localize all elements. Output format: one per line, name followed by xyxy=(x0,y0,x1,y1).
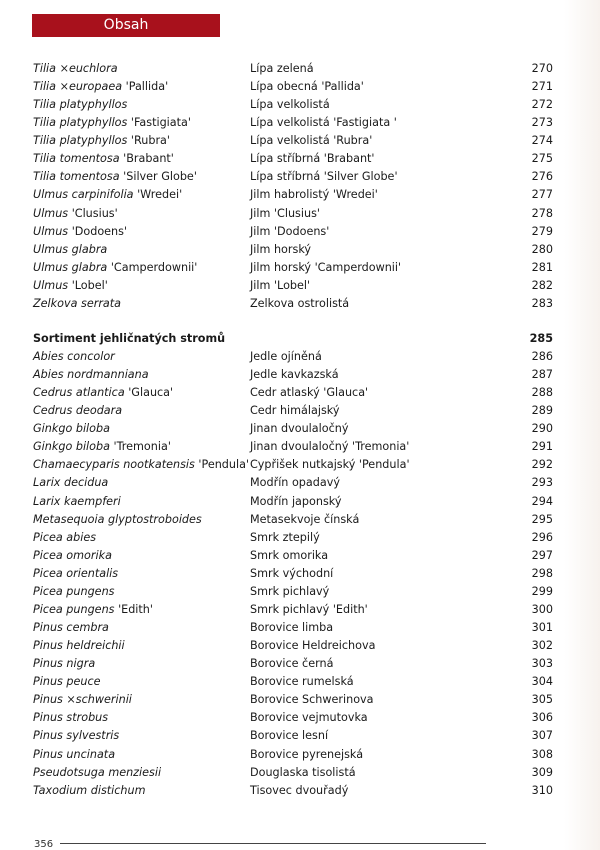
czech-name: Lípa velkolistá xyxy=(250,98,330,112)
cultivar-name: 'Brabant' xyxy=(123,152,174,166)
latin-name xyxy=(33,601,153,619)
latin-binomial: Tilia tomentosa xyxy=(33,152,120,166)
toc-entry xyxy=(0,150,600,168)
czech-name: Tisovec dvouřadý xyxy=(250,783,349,797)
toc-entry xyxy=(0,60,600,78)
page-ref: 304 xyxy=(531,675,553,689)
czech-name: Cypřišek nutkajský 'Pendula' xyxy=(250,458,410,472)
latin-name xyxy=(33,186,182,204)
czech-name: Smrk omorika xyxy=(250,548,329,562)
czech-name: Borovice vejmutovka xyxy=(250,711,368,725)
page-ref: 287 xyxy=(531,368,553,382)
czech-name: Jilm 'Clusius' xyxy=(250,206,320,220)
czech-name: Cedr atlaský 'Glauca' xyxy=(250,386,369,400)
cultivar-name: 'Glauca' xyxy=(128,386,174,400)
czech-name: Borovice pyrenejská xyxy=(250,747,364,761)
czech-name: Lípa stříbrná 'Silver Globe' xyxy=(250,170,398,184)
page-ref: 302 xyxy=(531,639,553,653)
page-ref: 271 xyxy=(531,80,553,94)
toc-entry xyxy=(0,601,600,619)
latin-name xyxy=(33,493,121,511)
latin-name xyxy=(33,60,118,78)
toc-entry xyxy=(0,637,600,655)
toc-entry xyxy=(0,438,600,456)
toc-entry xyxy=(0,241,600,259)
page-ref: 290 xyxy=(531,422,553,436)
cultivar-name: 'Clusius' xyxy=(71,206,118,220)
page-ref: 288 xyxy=(531,386,553,400)
toc-entry xyxy=(0,474,600,492)
toc-entry xyxy=(0,709,600,727)
page-ref: 310 xyxy=(531,783,553,797)
page-ref: 298 xyxy=(531,566,553,580)
toc-entry xyxy=(0,547,600,565)
cultivar-name: 'Pendula' xyxy=(198,458,250,472)
toc-entry xyxy=(0,655,600,673)
czech-name: Jinan dvoulaločný 'Tremonia' xyxy=(250,440,410,454)
czech-name: Borovice limba xyxy=(250,621,334,635)
toc-entry xyxy=(0,205,600,223)
contents-header: Obsah xyxy=(32,14,220,37)
latin-binomial: Tilia platyphyllos xyxy=(33,116,128,130)
cultivar-name: 'Rubra' xyxy=(130,134,170,148)
toc-entry xyxy=(0,402,600,420)
czech-name: Jilm 'Dodoens' xyxy=(250,224,330,238)
latin-name xyxy=(33,727,119,745)
latin-name xyxy=(33,782,146,800)
latin-binomial: Zelkova serrata xyxy=(33,296,122,310)
czech-name: Zelkova ostrolistá xyxy=(250,296,350,310)
toc-entry xyxy=(0,348,600,366)
toc-entry xyxy=(0,259,600,277)
toc-entry xyxy=(0,493,600,511)
toc-entry xyxy=(0,727,600,745)
latin-binomial: Metasequoia glyptostroboides xyxy=(33,512,202,526)
latin-name xyxy=(33,746,115,764)
latin-name xyxy=(33,114,191,132)
latin-binomial: Tilia ×europaea xyxy=(33,80,123,94)
latin-name xyxy=(33,691,132,709)
czech-name: Smrk ztepilý xyxy=(250,530,320,544)
latin-name xyxy=(33,547,112,565)
page-ref: 297 xyxy=(531,548,553,562)
czech-name: Borovice Heldreichova xyxy=(250,639,376,653)
latin-binomial: Ulmus xyxy=(33,206,69,220)
page-ref: 279 xyxy=(531,224,553,238)
page-ref: 296 xyxy=(531,530,553,544)
page-ref: 300 xyxy=(531,602,553,616)
latin-name xyxy=(33,277,108,295)
toc-entry xyxy=(0,673,600,691)
page-ref: 306 xyxy=(531,711,553,725)
czech-name: Borovice rumelská xyxy=(250,675,354,689)
latin-binomial: Ulmus glabra xyxy=(33,242,108,256)
page-ref: 275 xyxy=(531,152,553,166)
czech-name: Jilm horský xyxy=(250,242,312,256)
page-ref: 276 xyxy=(531,170,553,184)
latin-name xyxy=(33,384,173,402)
page-ref: 270 xyxy=(531,62,553,75)
latin-name xyxy=(33,96,127,114)
czech-name: Lípa obecná 'Pallida' xyxy=(250,80,364,94)
latin-binomial: Tilia platyphyllos xyxy=(33,98,128,112)
section-title: Sortiment jehličnatých stromů xyxy=(33,332,226,345)
latin-name xyxy=(33,655,95,673)
footer-rule xyxy=(60,843,486,844)
page-ref: 293 xyxy=(531,476,553,490)
section-heading-row xyxy=(0,330,600,348)
czech-name: Jilm horský 'Camperdownii' xyxy=(250,260,402,274)
page-ref: 285 xyxy=(529,332,553,345)
latin-binomial: Picea omorika xyxy=(33,548,112,562)
latin-name xyxy=(33,673,101,691)
toc-entry xyxy=(0,764,600,782)
cultivar-name: 'Camperdownii' xyxy=(110,260,198,274)
latin-binomial: Picea pungens xyxy=(33,584,115,598)
latin-binomial: Ginkgo biloba xyxy=(33,422,110,436)
latin-binomial: Picea abies xyxy=(33,530,97,544)
latin-binomial: Larix kaempferi xyxy=(33,494,121,508)
latin-binomial: Ulmus xyxy=(33,224,69,238)
czech-name: Borovice lesní xyxy=(250,729,329,743)
czech-name: Jilm habrolistý 'Wredei' xyxy=(250,188,378,202)
page-ref: 308 xyxy=(531,747,553,761)
toc-entry xyxy=(0,384,600,402)
latin-name xyxy=(33,438,171,456)
czech-name: Smrk pichlavý xyxy=(250,584,330,598)
page-ref: 299 xyxy=(531,584,553,598)
latin-binomial: Pinus uncinata xyxy=(33,747,116,761)
latin-binomial: Ginkgo biloba xyxy=(33,440,110,454)
czech-name: Lípa zelená xyxy=(250,62,314,75)
latin-binomial: Pinus peuce xyxy=(33,675,101,689)
toc-entry xyxy=(0,691,600,709)
page-ref: 274 xyxy=(531,134,553,148)
latin-name xyxy=(33,223,127,241)
czech-name: Jilm 'Lobel' xyxy=(250,278,311,292)
page-ref: 309 xyxy=(531,765,553,779)
latin-binomial: Pinus ×schwerinii xyxy=(33,693,132,707)
latin-name xyxy=(33,709,108,727)
latin-binomial: Ulmus carpinifolia xyxy=(33,188,134,202)
cultivar-name: 'Tremonia' xyxy=(113,440,171,454)
czech-name: Jedle kavkazská xyxy=(250,368,339,382)
latin-name xyxy=(33,241,107,259)
czech-name: Lípa velkolistá 'Rubra' xyxy=(250,134,373,148)
latin-name xyxy=(33,474,108,492)
latin-binomial: Picea orientalis xyxy=(33,566,119,580)
latin-name xyxy=(33,205,118,223)
czech-name: Smrk pichlavý 'Edith' xyxy=(250,602,368,616)
toc-entry xyxy=(0,277,600,295)
czech-name: Lípa velkolistá 'Fastigiata ' xyxy=(250,116,397,130)
latin-binomial: Taxodium distichum xyxy=(33,783,146,797)
page-ref: 294 xyxy=(531,494,553,508)
czech-name: Douglaska tisolistá xyxy=(250,765,356,779)
cultivar-name: 'Pallida' xyxy=(125,80,169,94)
toc-entry xyxy=(0,78,600,96)
toc-entry xyxy=(0,186,600,204)
page-ref: 291 xyxy=(531,440,553,454)
latin-binomial: Tilia ×euchlora xyxy=(33,62,118,75)
czech-name: Jedle ojíněná xyxy=(250,350,322,363)
page-ref: 282 xyxy=(531,278,553,292)
page-ref: 281 xyxy=(531,260,553,274)
toc-entry xyxy=(0,420,600,438)
latin-name xyxy=(33,511,202,529)
toc-entry xyxy=(0,168,600,186)
czech-name: Lípa stříbrná 'Brabant' xyxy=(250,152,375,166)
page-ref: 289 xyxy=(531,404,553,418)
latin-name xyxy=(33,150,174,168)
latin-binomial: Pinus heldreichii xyxy=(33,639,125,653)
latin-binomial: Abies concolor xyxy=(33,350,115,363)
toc-entry xyxy=(0,529,600,547)
toc-entry xyxy=(0,96,600,114)
toc-entry xyxy=(0,114,600,132)
page-ref: 292 xyxy=(531,458,553,472)
latin-binomial: Ulmus xyxy=(33,278,69,292)
latin-binomial: Ulmus glabra xyxy=(33,260,108,274)
page-ref: 277 xyxy=(531,188,553,202)
page-ref: 280 xyxy=(531,242,553,256)
latin-name xyxy=(33,78,168,96)
latin-name xyxy=(33,132,170,150)
latin-name xyxy=(33,565,118,583)
latin-name xyxy=(33,348,115,366)
latin-name xyxy=(33,619,109,637)
latin-name xyxy=(33,366,149,384)
toc-entry xyxy=(0,295,600,313)
page-ref: 307 xyxy=(531,729,553,743)
toc-entry xyxy=(0,782,600,800)
cultivar-name: 'Fastigiata' xyxy=(130,116,191,130)
page-ref: 301 xyxy=(531,621,553,635)
page-ref: 303 xyxy=(531,657,553,671)
latin-binomial: Chamaecyparis nootkatensis xyxy=(33,458,195,472)
czech-name: Modřín opadavý xyxy=(250,476,340,490)
toc-entry xyxy=(0,619,600,637)
latin-name xyxy=(33,259,197,277)
czech-name: Smrk východní xyxy=(250,566,334,580)
page-ref: 286 xyxy=(531,350,553,363)
toc-entry xyxy=(0,565,600,583)
toc-entry xyxy=(0,132,600,150)
latin-name xyxy=(33,529,96,547)
latin-binomial: Pinus nigra xyxy=(33,657,96,671)
latin-name xyxy=(33,168,197,186)
page-ref: 305 xyxy=(531,693,553,707)
toc-entry xyxy=(0,746,600,764)
toc-entry xyxy=(0,511,600,529)
page-number: 356 xyxy=(34,839,54,850)
cultivar-name: 'Wredei' xyxy=(137,188,183,202)
latin-name xyxy=(33,764,161,782)
czech-name: Cedr himálajský xyxy=(250,404,340,418)
toc-entry xyxy=(0,456,600,474)
czech-name: Borovice černá xyxy=(250,657,334,671)
latin-binomial: Abies nordmanniana xyxy=(33,368,149,382)
czech-name: Jinan dvoulaločný xyxy=(250,422,349,436)
latin-binomial: Picea pungens xyxy=(33,602,115,616)
latin-name xyxy=(33,402,122,420)
cultivar-name: 'Lobel' xyxy=(71,278,108,292)
page-ref: 272 xyxy=(531,98,553,112)
czech-name: Borovice Schwerinova xyxy=(250,693,374,707)
latin-binomial: Pseudotsuga menziesii xyxy=(33,765,162,779)
latin-binomial: Pinus sylvestris xyxy=(33,729,120,743)
latin-name xyxy=(33,295,121,313)
latin-binomial: Cedrus atlantica xyxy=(33,386,125,400)
toc-entry xyxy=(0,366,600,384)
latin-binomial: Cedrus deodara xyxy=(33,404,123,418)
page-ref: 273 xyxy=(531,116,553,130)
cultivar-name: 'Dodoens' xyxy=(71,224,128,238)
cultivar-name: 'Edith' xyxy=(118,602,153,616)
latin-name xyxy=(33,420,110,438)
latin-binomial: Pinus cembra xyxy=(33,621,109,635)
czech-name: Metasekvoje čínská xyxy=(250,512,360,526)
latin-name xyxy=(33,583,115,601)
latin-name xyxy=(33,456,249,474)
page-ref: 295 xyxy=(531,512,553,526)
latin-binomial: Larix decidua xyxy=(33,476,109,490)
toc-entry xyxy=(0,583,600,601)
page-ref: 278 xyxy=(531,206,553,220)
latin-binomial: Tilia platyphyllos xyxy=(33,134,128,148)
toc-entry xyxy=(0,223,600,241)
latin-binomial: Tilia tomentosa xyxy=(33,170,120,184)
cultivar-name: 'Silver Globe' xyxy=(123,170,197,184)
latin-name xyxy=(33,637,125,655)
czech-name: Modřín japonský xyxy=(250,494,342,508)
page-ref: 283 xyxy=(531,296,553,310)
latin-binomial: Pinus strobus xyxy=(33,711,109,725)
